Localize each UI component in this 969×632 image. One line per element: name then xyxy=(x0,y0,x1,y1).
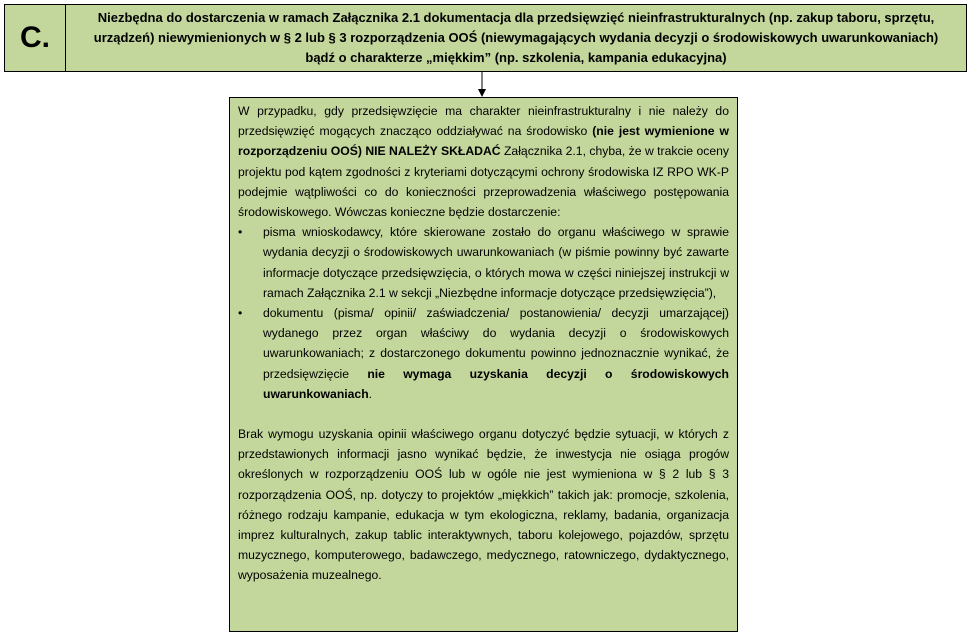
bullet-icon: • xyxy=(238,225,243,240)
description-box xyxy=(229,97,738,632)
requirements-list xyxy=(238,222,729,404)
list-item: • dokumentu (pisma/ opinii/ zaświadczenia/ postanowienia/ decyzji umarzającej) wydanego przez organ właściwy do wydania decyzji o środowiskowych uwarunkowaniach; z dostarczonego dokumentu powinno jednoznacznie wynikać, że przedsięwzięcie nie wymaga uzyskania decyzji o środowiskowych uwarunkowaniach. xyxy=(238,303,729,404)
section-title: Niezbędna do dostarczenia w ramach Załącznika 2.1 dokumentacja dla przedsięwzięć nieinfrastrukturalnych (np. zakup taboru, sprzętu, urządzeń) niewymienionych w § 2 lub § 3 rozporządzenia OOŚ (niewymagających wydania decyzji o środowiskowych uwarunkowaniach) bądź o charakterze „miękkim” (np. szkolenia, kampania edukacyjna) xyxy=(93,10,939,65)
emphasis-text: (nie jest wymienione w rozporządzeniu OOŚ) NIE NALEŻY SKŁADAĆ xyxy=(238,124,729,159)
intro-paragraph: W przypadku, gdy przedsięwzięcie ma charakter nieinfrastrukturalny i nie należy do przedsięwzięć mogących znacząco oddziaływać na środowisko (nie jest wymienione w rozporządzeniu OOŚ) NIE NALEŻY SKŁADAĆ Załącznika 2.1, chyba, że w trakcie oceny projektu pod kątem zgodności z kryteriami dotyczącymi ochrony środowiska IZ RPO WK-P podejmie wątpliwości co do konieczności przeprowadzenia właściwego postępowania środowiskowego. Wówczas konieczne będzie dostarczenie: xyxy=(238,104,729,220)
section-letter: C. xyxy=(5,5,66,71)
emphasis-text: nie wymaga uzyskania decyzji o środowiskowych uwarunkowaniach xyxy=(263,366,729,401)
spacer xyxy=(238,404,729,424)
closing-paragraph: Brak wymogu uzyskania opinii właściwego organu dotyczyć będzie sytuacji, w których z przedstawionych informacji jasno wynikać będzie, że inwestycja nie osiąga progów określonych w rozporządzeniu OOŚ lub w ogóle nie jest wymieniona w § 2 lub § 3 rozporządzenia OOŚ, np. dotyczy to projektów „miękkich” takich jak: promocje, szkolenia, różnego rodzaju kampanie, edukacja w tym ekologiczna, reklamy, badania, organizacja imprez kulturalnych, zakup tablic interaktywnych, taboru kolejowego, pojazdów, sprzętu muzycznego, komputerowego, badawczego, medycznego, ratowniczego, dydaktycznego, wyposażenia muzealnego. xyxy=(238,427,729,583)
bullet-icon: • xyxy=(238,306,243,321)
list-item: • pisma wnioskodawcy, które skierowane zostało do organu właściwego w sprawie wydania decyzji o środowiskowych uwarunkowaniach (w piśmie powinny być zawarte informacje dotyczące przedsięwzięcia, o których mowa w części niniejszej instrukcji w ramach Załącznika 2.1 w sekcji „Niezbędne informacje dotyczące przedsięwzięcia”), xyxy=(238,222,729,303)
